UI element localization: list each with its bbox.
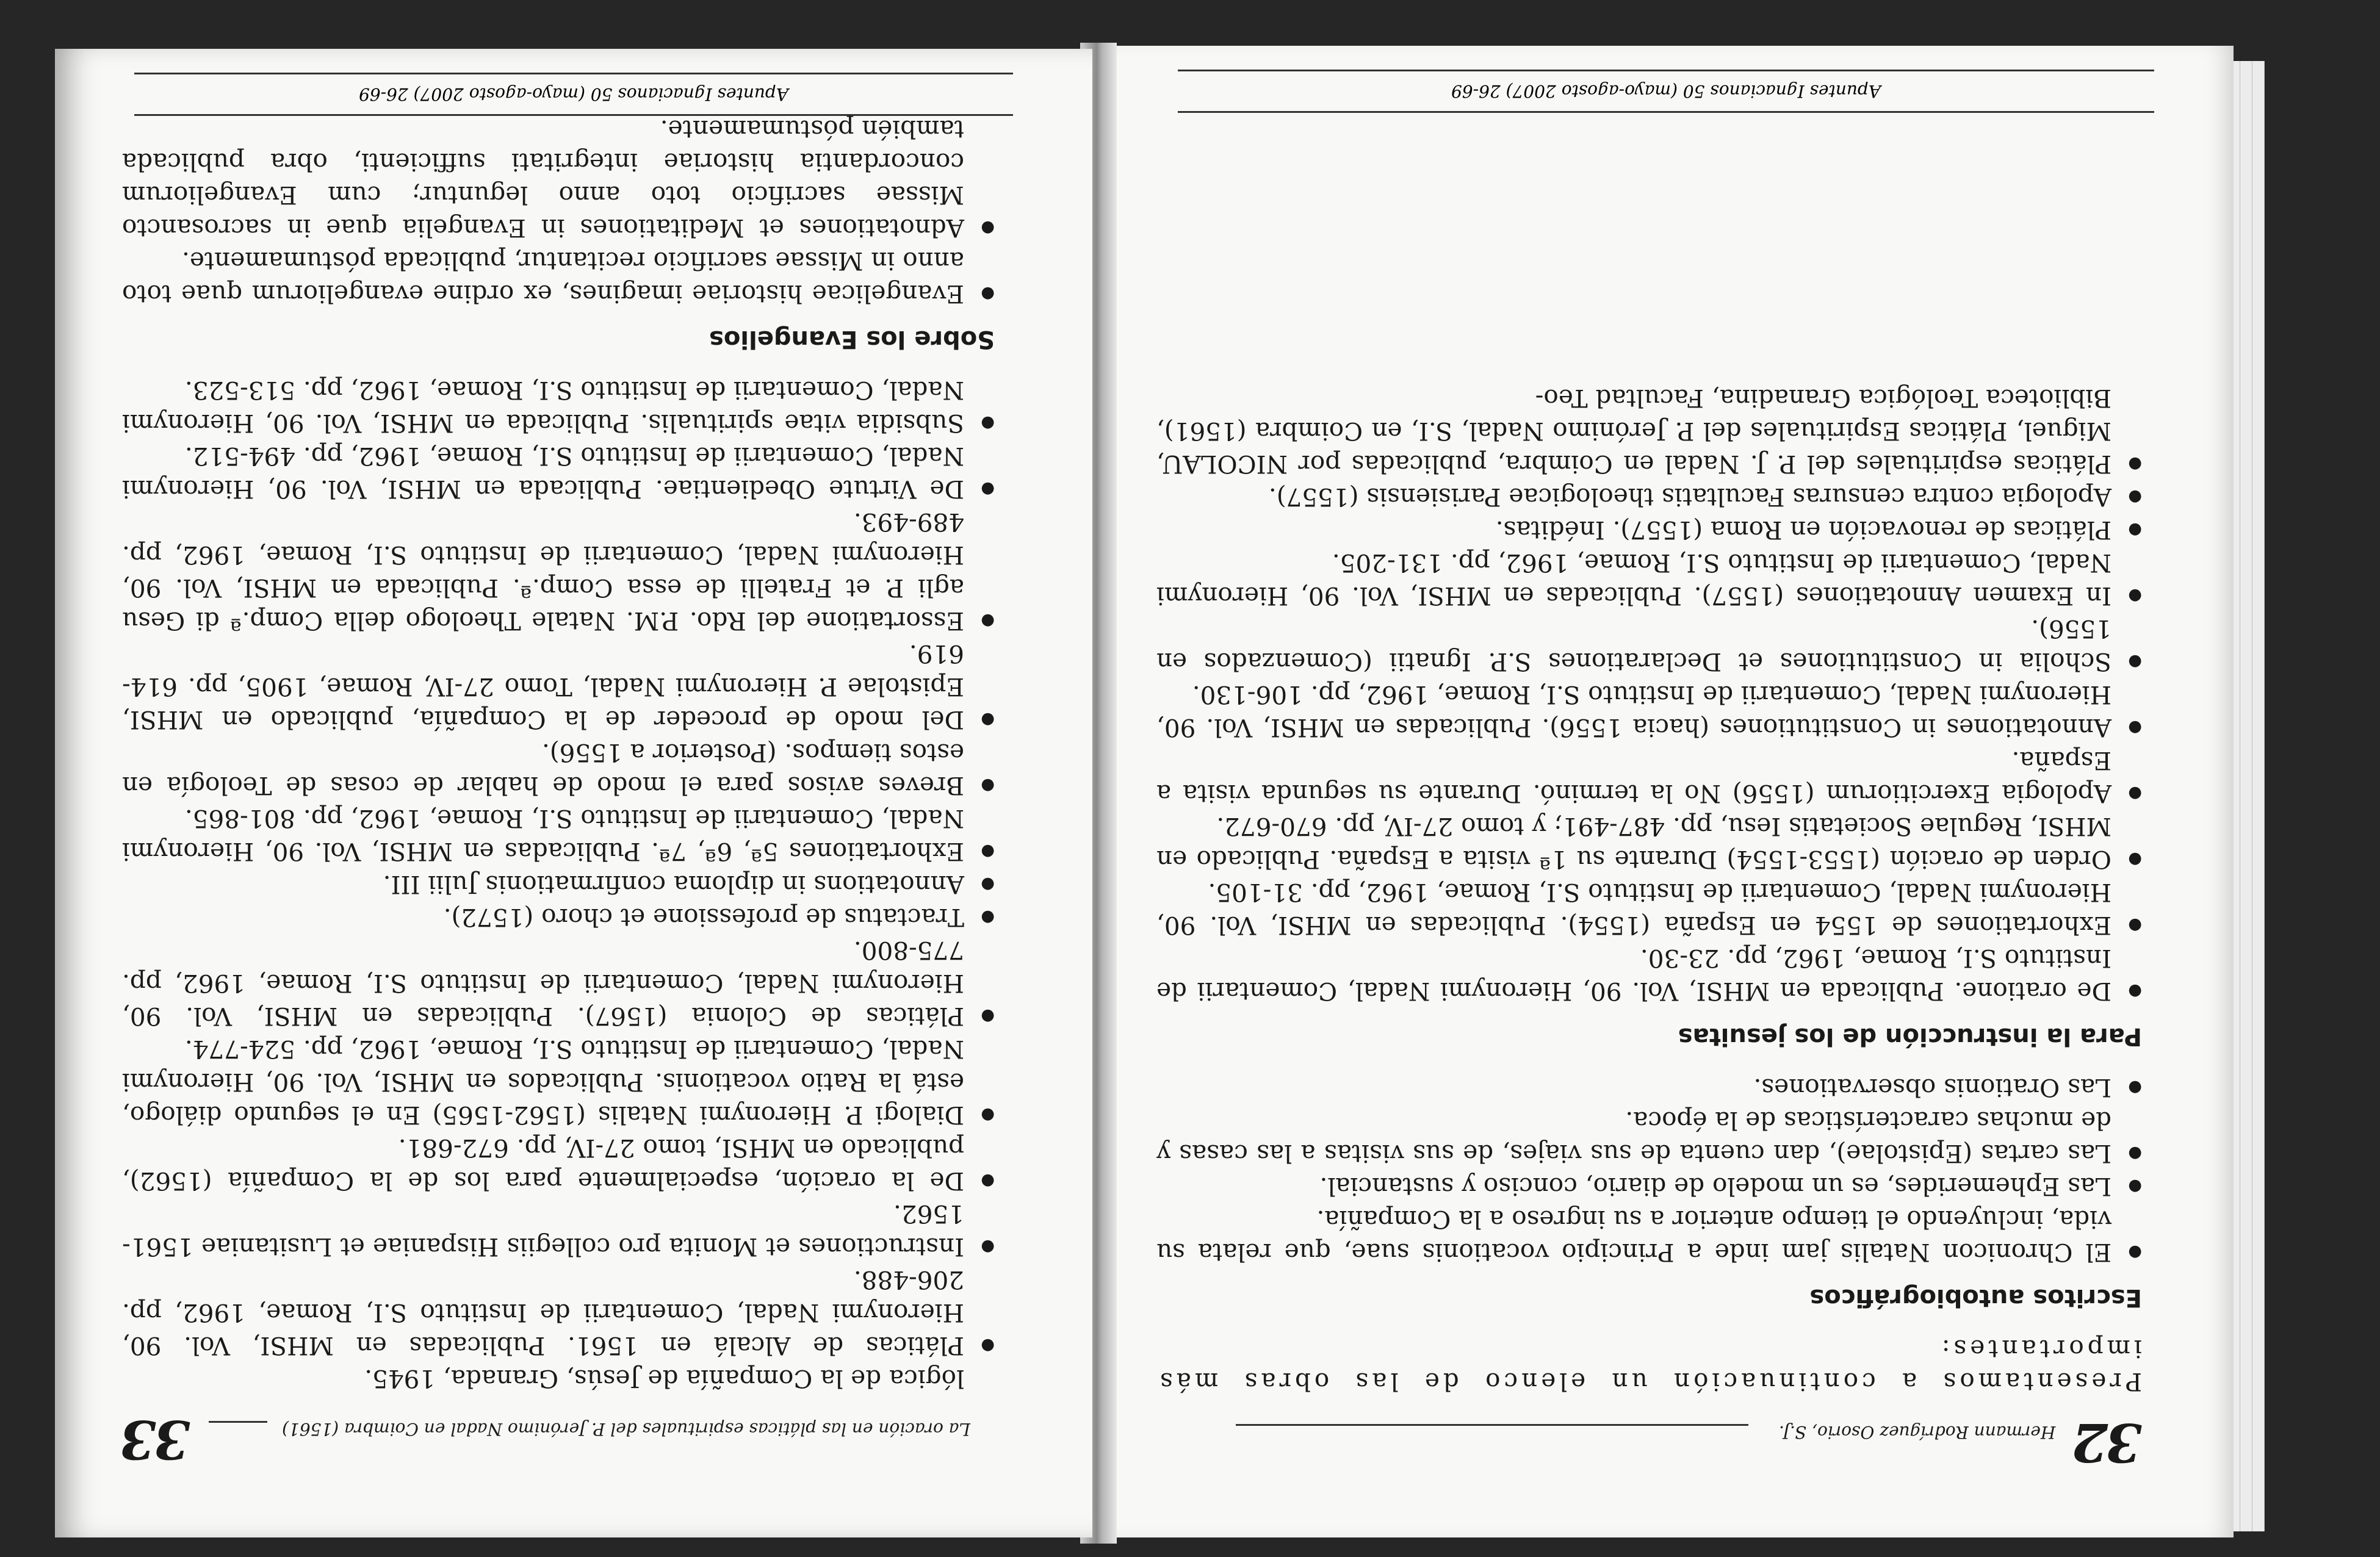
list-item: ● Las cartas (Epistolae), dan cuenta de sus viajes, de sus visitas a las casas y de muchas características de la época.: [1156, 1104, 2142, 1170]
header-rule: [1236, 1424, 1748, 1426]
footer-rule: [1178, 70, 2154, 71]
list-item: ● Breves avisos para el modo de hablar de cosas de Teología en estos tiempos. (Posterior a 1556).: [122, 736, 995, 802]
list-item: ● In Examen Annotationes (1557). Publicadas en MHSI, Vol. 90, Hieronymi Nadal, Comentarii de Instituto S.I, Romae, 1962, pp. 131-205.: [1156, 547, 2142, 613]
page-number: 33: [122, 1408, 190, 1470]
footer-rule: [1178, 111, 2154, 113]
running-head: Hermann Rodríguez Osorio, S.J.: [1779, 1422, 2056, 1442]
list-item: ● Del modo de proceder de la Compañía, publicado en MHSI, Epistolae P. Hieronymi Nadal, Tomo 27-IV, Romae, 1905, pp. 614-619.: [122, 638, 995, 736]
list-item: ● Apologia contra censuras Facultatis theologicae Parisiensis (1557).: [1156, 481, 2142, 514]
page-footer: [1098, 46, 2234, 131]
left-page: [1098, 46, 2234, 1537]
list-item: ● Exhortationes 5ª, 6ª, 7ª. Publicadas en MHSI, Vol. 90, Hieronymi Nadal, Comentarii de Instituto S.I, Romae, 1962, pp. 801-865.: [122, 802, 995, 868]
footer-text: Apuntes Ignacianos 50 (mayo-agosto 2007) 26-69: [1451, 81, 1881, 101]
list-item: ● De la oración, especialmente para los de la Compañía (1562), publicado en MHSI, tomo 27-IV, pp. 672-681.: [122, 1132, 995, 1198]
bullet-list: [1156, 382, 2142, 1008]
list-item: ● El Chronicon Natalis jam inde a Principio vocationis suae, que relata su vida, incluyendo el tiempo anterior a su ingreso a la Compañía.: [1156, 1203, 2142, 1269]
list-item: ● Subsidia vitae spiritualis. Publicada en MHSI, Vol. 90, Hieronymi Nadal, Comentarii de Instituto S.I, Romae, 1962, pp. 513-523.: [122, 374, 995, 440]
footer-rule: [134, 114, 1013, 116]
list-item: ● Evangelicae historiae imagines, ex ordine evangeliorum quae toto anno in Missae sacrificio recitantur, publicada póstumamente.: [122, 245, 995, 311]
list-item: ● Adnotationes et Meditationes in Evangelia quae in sacrosancto Missae sacrificio toto anno leguntur; cum Evangeliorum concordantia historiae integritati sufficienti, obra publicada también póstumamente.: [122, 113, 995, 245]
list-item: ● Pláticas espirituales del P. J. Nadal en Coimbra, publicadas por NICOLAU, Miguel, Pláticas Espirituales del P. Jerónimo Nadal, S.I, en Coimbra (1561), Biblioteca Teológica Granadina, Facultad Teo-: [1156, 382, 2142, 481]
list-item: ● Orden de oración (1553-1554) Durante su 1ª visita a España. Publicado en MHSI, Regulae Societatis Iesu, pp. 487-491; y tomo 27-IV, pp. 670-672.: [1156, 810, 2142, 876]
section-heading: Para la instrucción de los jesuitas: [1678, 1023, 2142, 1051]
list-item: ● Las Orationis observationes.: [1156, 1071, 2142, 1104]
list-item: ● De Virtute Obedientiae. Publicada en MHSI, Vol. 90, Hieronymi Nadal, Comentarii de Instituto S.I, Romae, 1962, pp. 494-512.: [122, 440, 995, 506]
list-item: ● Annotationes in Constitutiones (hacia 1556). Publicadas en MHSI, Vol. 90, Hieronymi Nadal, Comentarii de Instituto S.I, Romae, 1962, pp. 106-130.: [1156, 678, 2142, 744]
page-number: 32: [2074, 1411, 2142, 1473]
list-item-continuation: lógica de la Compañía de Jesús, Granada, 1945.: [364, 1364, 964, 1393]
bullet-list: [122, 374, 995, 1395]
running-head: La oración en las pláticas espirituales del P. Jerónimo Nadal en Coimbra (1561): [282, 1419, 970, 1439]
footer-text: Apuntes Ignacianos 50 (mayo-agosto 2007) 26-69: [359, 84, 788, 104]
list-item: ● Pláticas de renovación en Roma (1557). Inéditas.: [1156, 514, 2142, 547]
list-item: ● Exhortationes de 1554 en España (1554). Publicadas en MHSI, Vol. 90, Hieronymi Nadal, Comentarii de Instituto S.I, Romae, 1962, pp. 31-105.: [1156, 876, 2142, 942]
list-item: ● Annotations in diploma confirmationis Julii III.: [122, 868, 995, 901]
page-header: [122, 1408, 995, 1470]
page-footer: [55, 49, 1092, 134]
intro-paragraph: Presentamos a continuación un elenco de las obras más importantes:: [1156, 1334, 2142, 1397]
list-item: ● Dialogi P. Hieronymi Natalis (1562-1565) En el segundo diálogo, está la Ratio vocationis. Publicados en MHSI, Vol. 90, Hieronymi Nadal, Comentarii de Instituto S.I, Romae, 1962, pp. 524-774.: [122, 1033, 995, 1132]
list-item: ● Pláticas de Alcalá en 1561. Publicadas en MHSI, Vol. 90, Hieronymi Nadal, Comentarii de Instituto S.I, Romae, 1962, pp. 206-488.: [122, 1264, 995, 1362]
list-item: ● Essortatione del Rdo. P.M. Natale Theologo della Comp.ª di Gesu agli P. et Fratelli de essa Comp.ª. Publicada en MHSI, Vol. 90, Hieronymi Nadal, Comentarii de Instituto S.I, Romae, 1962, pp. 489-493.: [122, 506, 995, 638]
bullet-list: [122, 113, 995, 311]
list-item: ● De oratione. Publicada en MHSI, Vol. 90, Hieronymi Nadal, Comentarii de Instituto S.I, Romae, 1962, pp. 23-30.: [1156, 942, 2142, 1008]
footer-rule: [134, 73, 1013, 74]
section-heading: Escritos autobiográficos: [1809, 1284, 2142, 1312]
page-header: [1156, 1411, 2142, 1473]
bullet-list: [1156, 1071, 2142, 1269]
list-item: ● Scholia in Constitutiones et Declarationes S.P. Ignatii (Comenzados en 1556).: [1156, 613, 2142, 678]
list-item: ● Tractatus de professione et choro (1572).: [122, 901, 995, 934]
right-page: [55, 49, 1092, 1537]
list-item: ● Apologia Exercitiorum (1556) No la terminó. Durante su segunda visita a España.: [1156, 744, 2142, 810]
list-item: ● Pláticas de Colonia (1567). Publicadas en MHSI, Vol. 90, Hieronymi Nadal, Comentarii de Instituto S.I, Romae, 1962, pp. 775-800.: [122, 934, 995, 1033]
list-item: ● Las Ephemerides, es un modelo de diario, conciso y sustancial.: [1156, 1170, 2142, 1203]
section-heading: Sobre los Evangelios: [709, 325, 995, 353]
list-item: ● Instructiones et Monita pro collegiis Hispaniae et Lusitaniae 1561-1562.: [122, 1198, 995, 1264]
header-rule: [209, 1421, 267, 1423]
